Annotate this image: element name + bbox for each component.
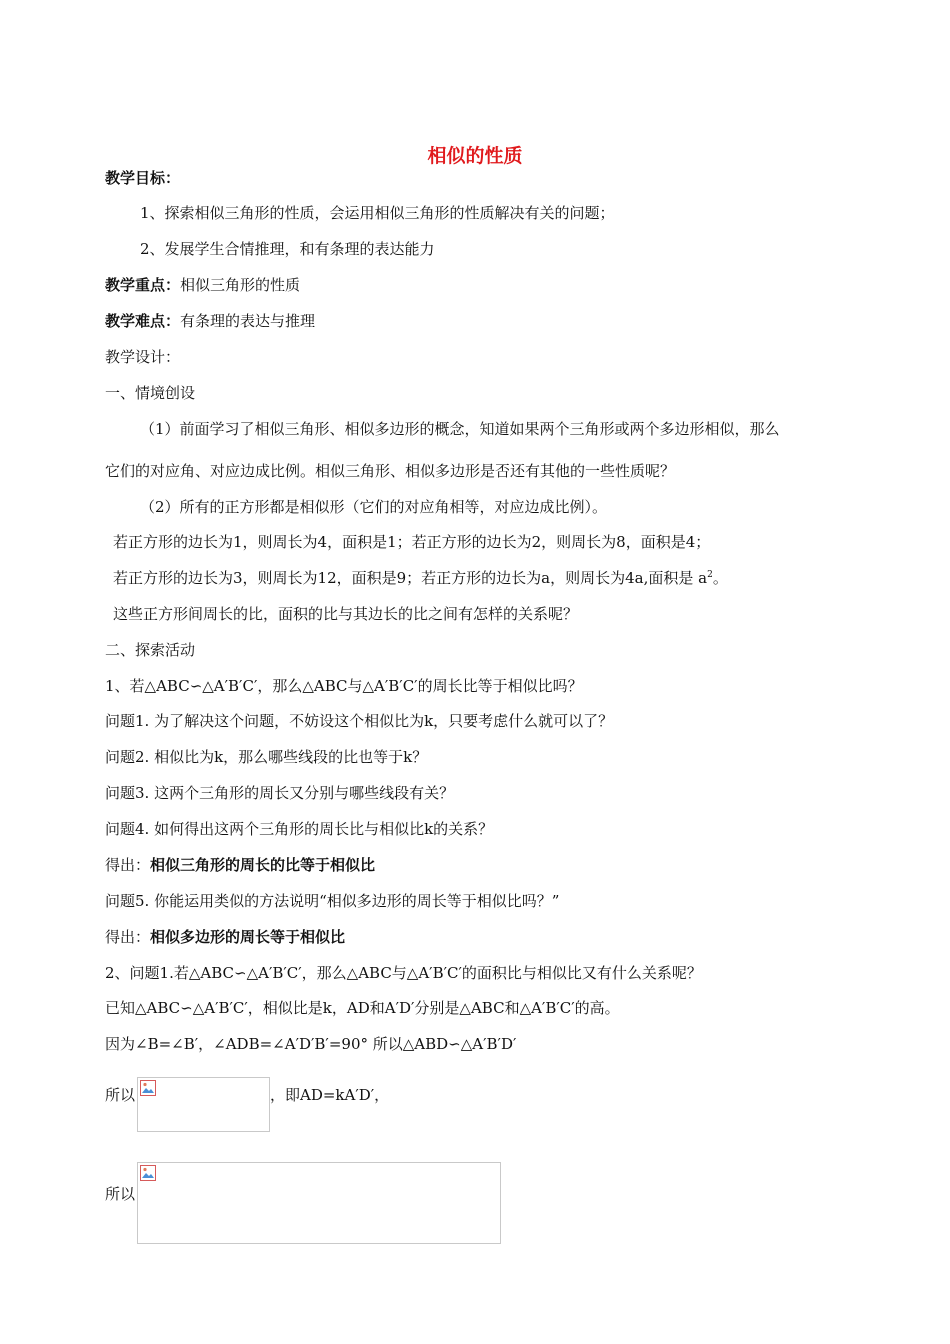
section1-p1-line2: 它们的对应角、对应边成比例。相似三角形、相似多边形是否还有其他的一些性质呢？ [105,462,676,480]
section1-p3: 若正方形的边长为1，则周长为4，面积是1；若正方形的边长为2，则周长为8，面积是4； [113,533,711,551]
section1-heading: 一、情境创设 [105,384,196,402]
difficulty-label: 教学难点： [105,312,181,330]
objectives-heading: 教学目标： [105,169,181,187]
section1-p4 [113,568,728,588]
section1-p4-text: 若正方形的边长为3，则周长为12，面积是9；若正方形的边长为a，则周长为4a,面积是 a [113,569,708,587]
so-label-2: 所以 [105,1185,136,1203]
section2-question-5: 问题5. 你能运用类似的方法说明“相似多边形的周长等于相似比吗？” [105,892,560,910]
broken-image-icon [140,1165,156,1181]
formula-image-2 [137,1162,501,1244]
section2-question-4: 问题4. 如何得出这两个三角形的周长比与相似比k的关系？ [105,820,494,838]
section1-p2: （2）所有的正方形都是相似形（它们的对应角相等，对应边成比例）。 [140,498,608,516]
section2-question-main: 1、若△ABC∽△A′B′C′，那么△ABC与△A′B′C′的周长比等于相似比吗？ [105,677,583,695]
difficulty [105,311,315,331]
conclusion-2-label: 得出： [105,928,151,946]
conclusion-1-text: 相似三角形的周长的比等于相似比 [150,856,376,874]
key-point-label: 教学重点： [105,276,181,294]
so-label-1: 所以 [105,1086,136,1104]
key-point [105,275,300,295]
design-heading: 教学设计： [105,348,181,366]
objective-item-1: 1、探索相似三角形的性质，会运用相似三角形的性质解决有关的问题； [140,204,615,222]
key-point-text: 相似三角形的性质 [180,276,301,294]
objective-item-2: 2、发展学生合情推理，和有条理的表达能力 [140,240,435,258]
section2-question-1: 问题1. 为了解决这个问题，不妨设这个相似比为k，只要考虑什么就可以了？ [105,712,614,730]
because-statement: 因为∠B=∠B′，∠ADB=∠A′D′B′=90° 所以△ABD∽△A′B′D′ [105,1035,517,1053]
known-statement: 已知△ABC∽△A′B′C′，相似比是k，AD和A′D′分别是△ABC和△A′B′C′的高。 [105,999,620,1017]
conclusion-2 [105,927,345,947]
formula-image-1 [137,1077,270,1132]
section1-p4-end: 。 [712,569,728,587]
section2-heading: 二、探索活动 [105,641,196,659]
document-title: 相似的性质 [427,145,523,167]
conclusion-2-text: 相似多边形的周长等于相似比 [150,928,346,946]
conclusion-1 [105,855,375,875]
section2-question-2: 问题2. 相似比为k，那么哪些线段的比也等于k？ [105,748,428,766]
section1-p1-line1: （1）前面学习了相似三角形、相似多边形的概念，知道如果两个三角形或两个多边形相似，那么 [140,420,780,438]
conclusion-1-label: 得出： [105,856,151,874]
area-question: 2、问题1.若△ABC∽△A′B′C′，那么△ABC与△A′B′C′的面积比与相似比又有什么关系呢？ [105,964,702,982]
difficulty-text: 有条理的表达与推理 [180,312,316,330]
section2-question-3: 问题3. 这两个三角形的周长又分别与哪些线段有关？ [105,784,455,802]
section1-p5: 这些正方形间周长的比，面积的比与其边长的比之间有怎样的关系呢？ [113,605,579,623]
so-after-1: ，即AD=kA′D′， [270,1086,390,1104]
superscript-2: 2 [707,570,713,580]
broken-image-icon [140,1080,156,1096]
